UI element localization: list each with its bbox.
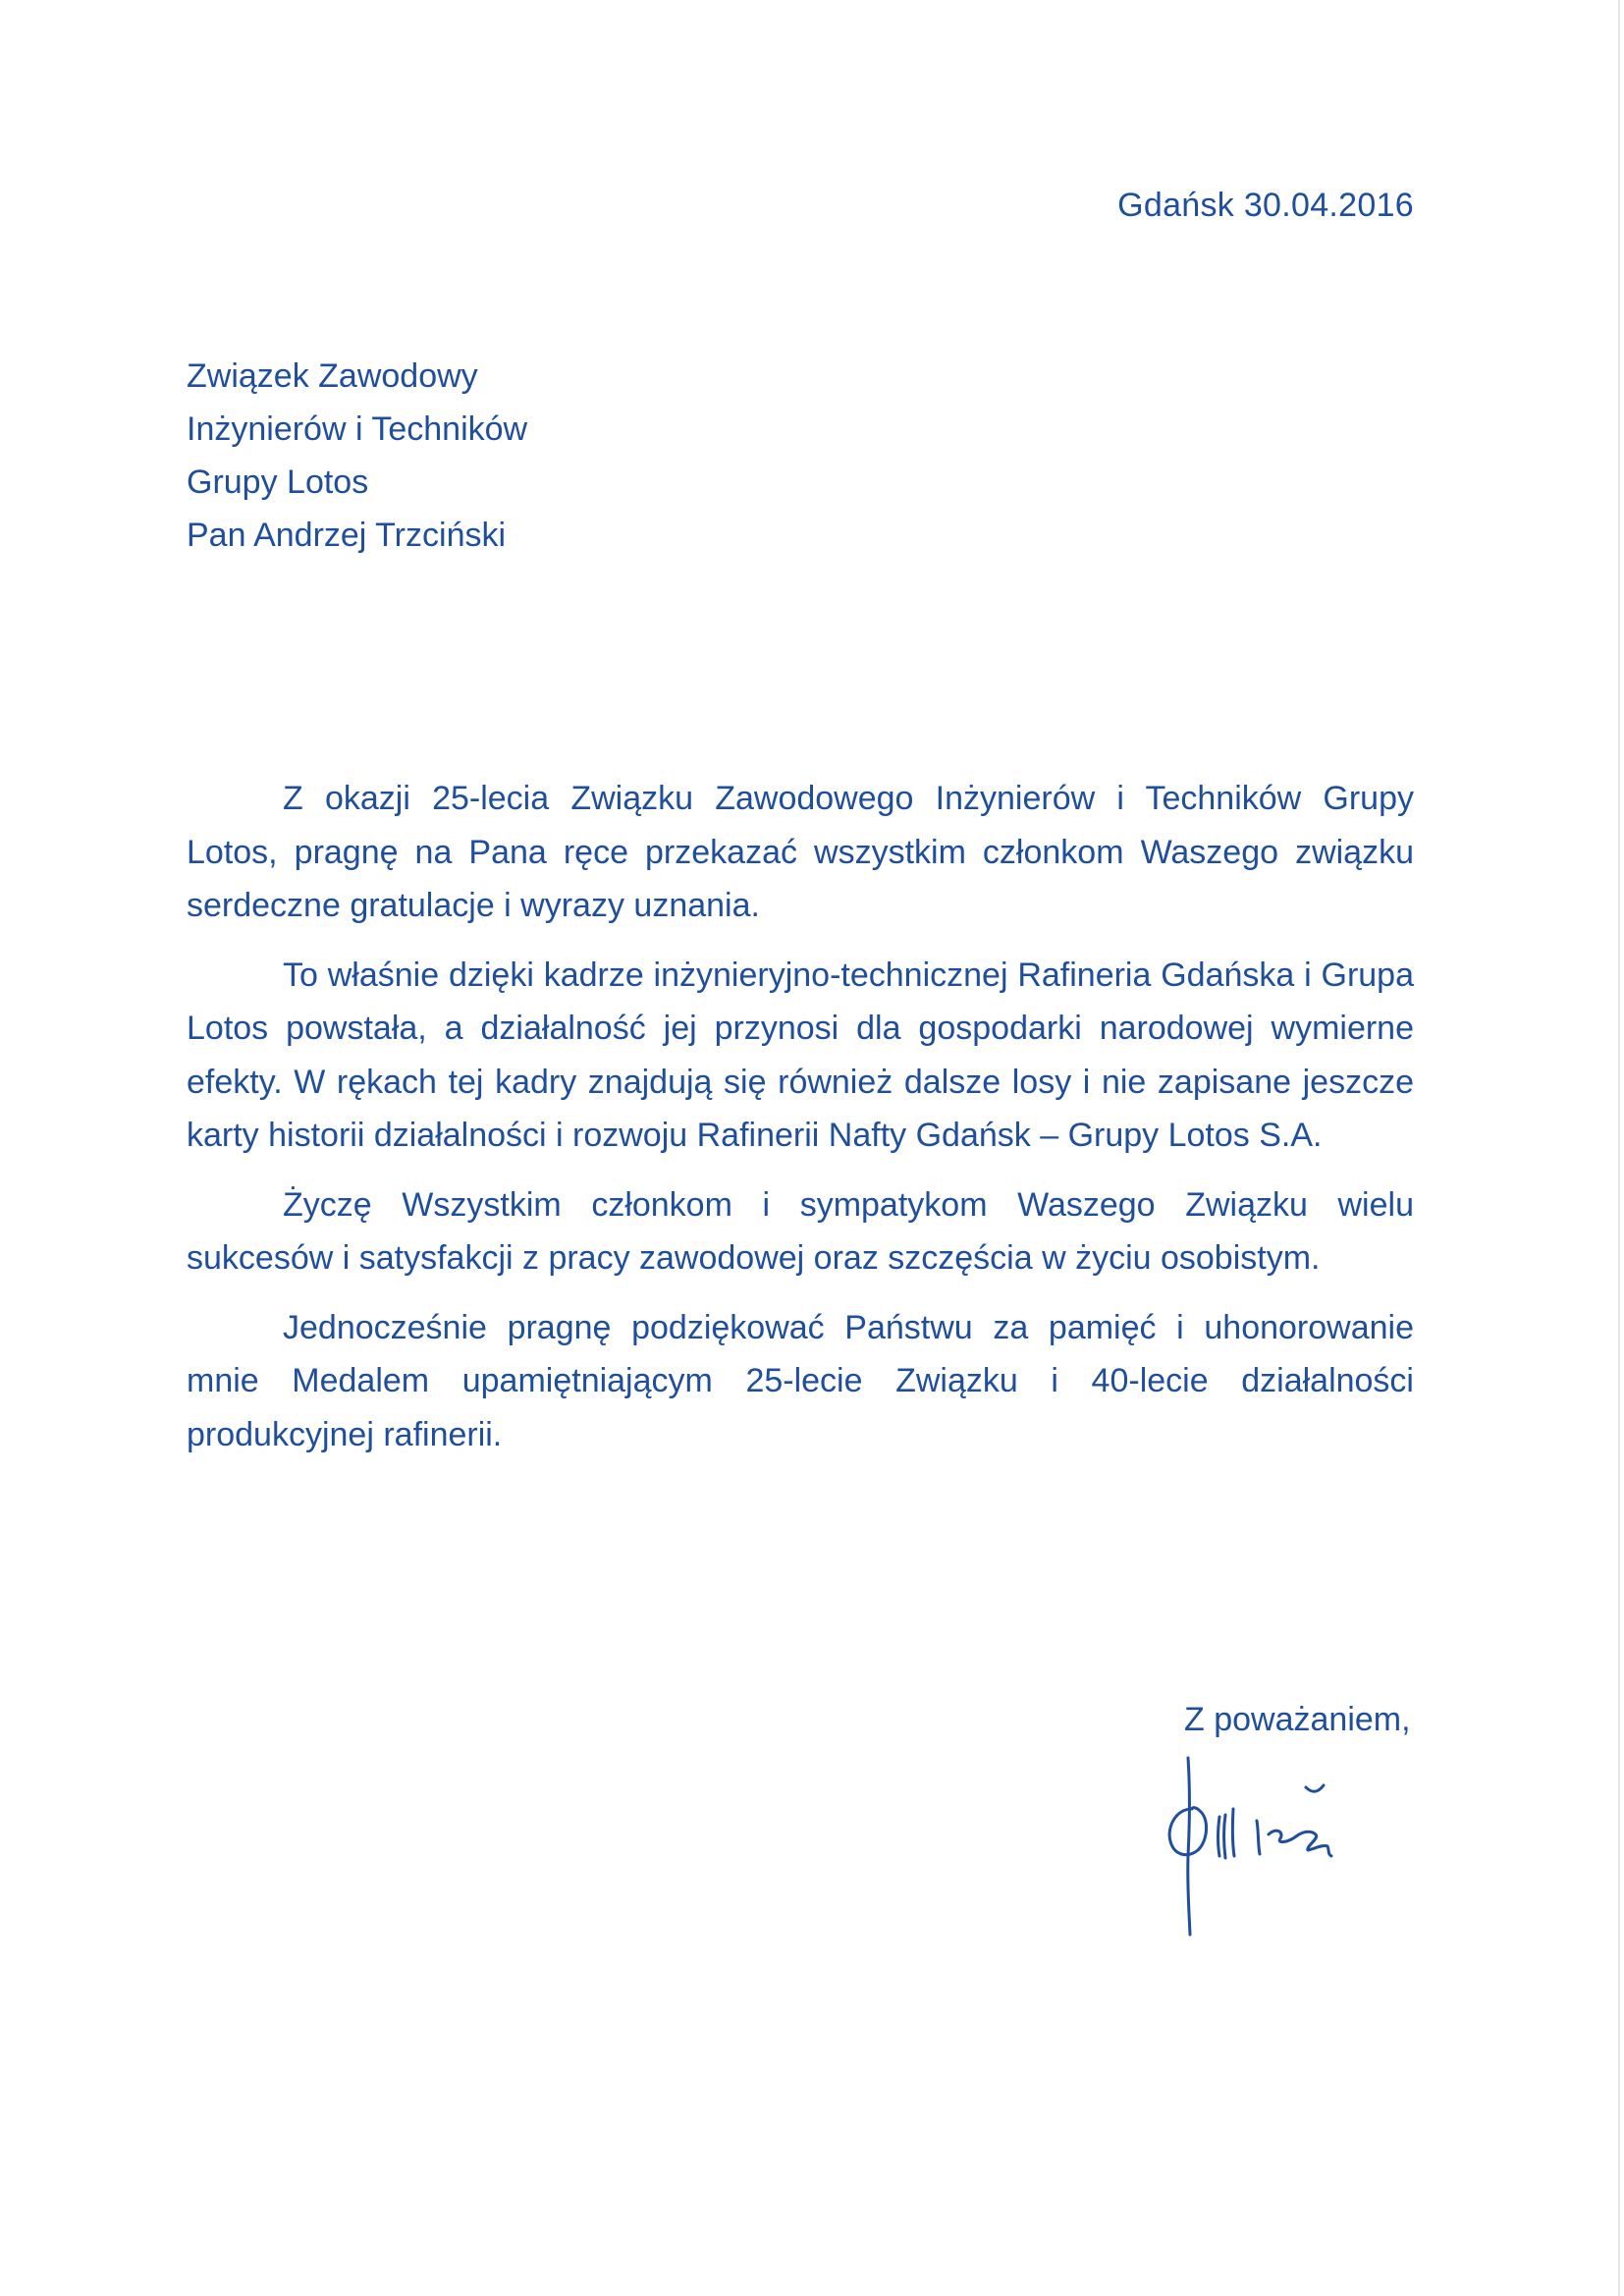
recipient-address — [187, 350, 874, 562]
handwritten-signature — [1159, 1748, 1394, 1944]
recipient-line: Związek Zawodowy — [187, 357, 478, 395]
recipient-line: Inżynierów i Techników — [187, 410, 528, 448]
recipient-line: Pan Andrzej Trzciński — [187, 517, 507, 554]
page-edge-line — [1618, 0, 1620, 2296]
body-paragraph: Z okazji 25-lecia Związku Zawodowego Inżynierów i Techników Grupy Lotos, pragnę na Pana ręce przekazać wszystkim członkom Waszego związku serdeczne gratulacje i wyrazy uznania. — [187, 780, 1414, 924]
body-paragraph: To właśnie dzięki kadrze inżynieryjno-technicznej Rafineria Gdańska i Grupa Lotos powstała, a działalność jej przynosi dla gospodarki narodowej wymierne efekty. W rękach tej kadry znajdują się również dalsze losy i nie zapisane jeszcze karty historii działalności i rozwoju Rafinerii Nafty Gdańsk – Grupy Lotos S.A. — [187, 956, 1414, 1154]
place-and-date: Gdańsk 30.04.2016 — [1117, 187, 1414, 224]
signature-icon — [1159, 1748, 1394, 1944]
body-paragraph: Jednocześnie pragnę podziękować Państwu za pamięć i uhonorowanie mnie Medalem upamiętniającym 25-lecie Związku i 40-lecie działalności produkcyjnej rafinerii. — [187, 1308, 1414, 1453]
letter-body — [187, 772, 1414, 1477]
recipient-line: Grupy Lotos — [187, 464, 369, 501]
closing-salutation: Z poważaniem, — [1184, 1701, 1411, 1738]
body-paragraph: Życzę Wszystkim członkom i sympatykom Waszego Związku wielu sukcesów i satysfakcji z pracy zawodowej oraz szczęścia w życiu osobistym. — [187, 1185, 1414, 1277]
